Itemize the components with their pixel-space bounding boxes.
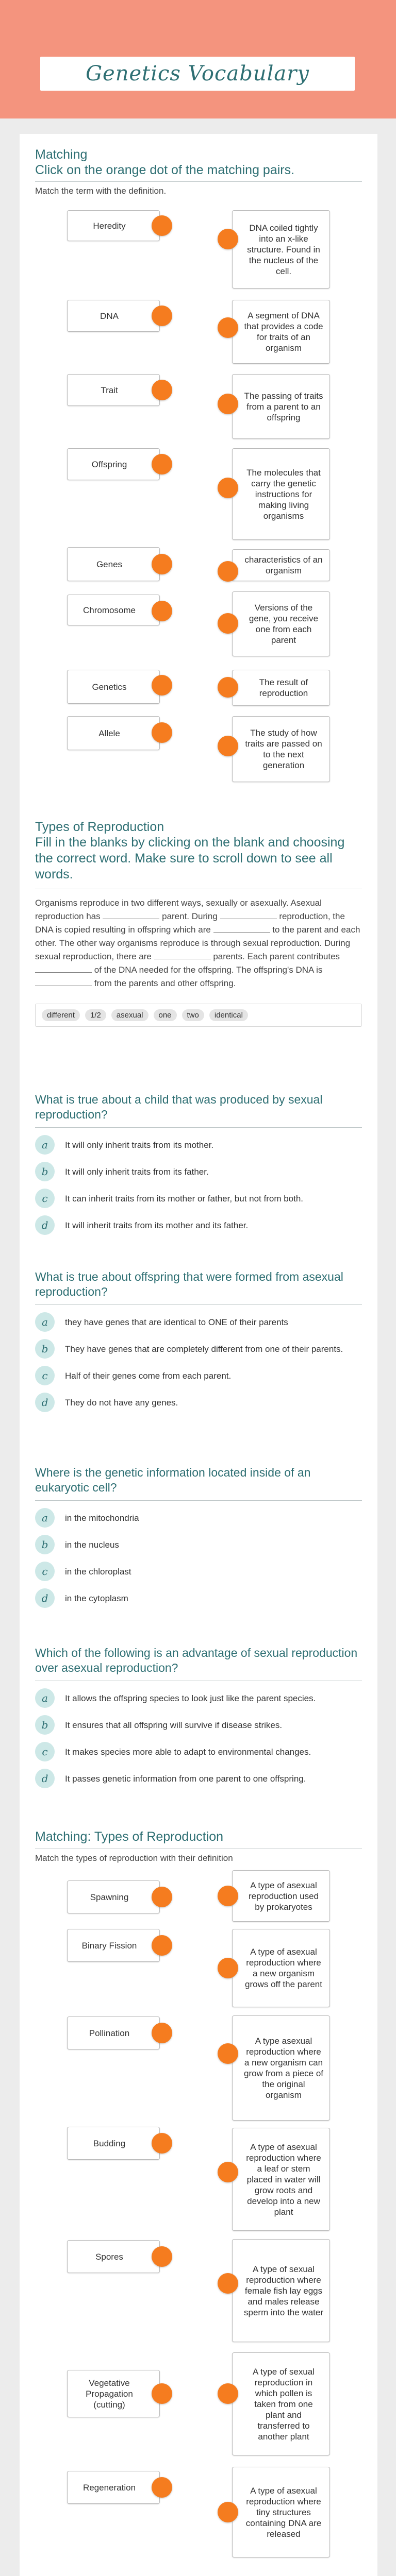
answer-option[interactable]	[35, 1189, 362, 1208]
answer-option[interactable]	[35, 1312, 362, 1332]
match-dot[interactable]	[218, 478, 238, 498]
passage-text: Organisms reproduce in two different ways, sexually or asexually. Asexual reproduction has	[35, 898, 322, 921]
match-dot[interactable]	[218, 1958, 238, 1978]
word-chip[interactable]: different	[42, 1009, 80, 1021]
option-badge: c	[35, 1562, 55, 1581]
match-term[interactable]	[67, 448, 160, 480]
question-block	[35, 1646, 362, 1788]
match-term-label: Genes	[96, 559, 123, 569]
match-term[interactable]	[67, 2370, 160, 2417]
match-dot[interactable]	[152, 306, 172, 326]
match-term-label: DNA	[100, 311, 119, 321]
match-dot[interactable]	[152, 1935, 172, 1956]
match-term[interactable]	[67, 716, 160, 750]
match-definition-text: The passing of traits from a parent to an offspring	[244, 391, 323, 422]
divider	[35, 1127, 362, 1128]
option-badge: c	[35, 1742, 55, 1761]
match-definition-text: A type asexual reproduction where a new organism can grow from a piece of the original organism	[244, 2036, 324, 2100]
section-label: Matching: Types of Reproduction	[35, 1829, 224, 1844]
question-block	[35, 1465, 362, 1608]
fill-section	[35, 819, 362, 1027]
match-dot[interactable]	[152, 215, 172, 236]
match-definition-text: A type of sexual reproduction where female fish lay eggs and males release sperm into the water	[244, 2264, 324, 2317]
match-definition[interactable]	[232, 1870, 330, 1922]
match-dot[interactable]	[218, 2502, 238, 2522]
answer-option[interactable]	[35, 1742, 362, 1761]
match-dot[interactable]	[152, 2246, 172, 2267]
answer-option[interactable]	[35, 1508, 362, 1528]
match-term[interactable]	[67, 2127, 160, 2160]
match-definition[interactable]	[232, 716, 330, 782]
match-definition-text: A type of asexual reproduction where a new organism grows off the parent	[245, 1947, 322, 1989]
word-chip[interactable]: 1/2	[85, 1009, 106, 1021]
match-term-label: Chromosome	[82, 605, 136, 615]
answer-option[interactable]	[35, 1769, 362, 1788]
match-dot[interactable]	[218, 1886, 238, 1906]
answer-option[interactable]	[35, 1715, 362, 1735]
match-definition[interactable]	[232, 2352, 330, 2455]
fill-passage	[35, 896, 362, 990]
match-dot[interactable]	[152, 454, 172, 474]
option-text: They have genes that are completely different from one of their parents.	[65, 1344, 343, 1354]
option-badge: a	[35, 1508, 55, 1528]
match-dot[interactable]	[218, 677, 238, 698]
match-term[interactable]	[67, 670, 160, 704]
option-text: It can inherit traits from its mother or father, but not from both.	[65, 1193, 304, 1204]
word-chip[interactable]: asexual	[111, 1009, 148, 1021]
match-term-label: Trait	[101, 385, 118, 395]
match-definition-text: The result of reproduction	[259, 677, 308, 698]
option-badge: d	[35, 1769, 55, 1788]
option-badge: a	[35, 1688, 55, 1708]
match-term[interactable]	[67, 2016, 160, 2049]
option-badge: d	[35, 1393, 55, 1412]
passage-text: from the parents and other offspring.	[94, 978, 236, 988]
option-text: in the mitochondria	[65, 1513, 139, 1523]
section-instruction: Click on the orange dot of the matching pairs.	[35, 163, 295, 177]
match-definition-text: A type of sexual reproduction in which pollen is taken from one plant and transferred to another plant	[252, 2366, 315, 2442]
passage-text: reproduction, the DNA is copied resulting in offspring which are	[35, 911, 345, 935]
blank-field[interactable]	[35, 963, 92, 973]
match-definition-text: Versions of the gene, you receive one from each parent	[249, 603, 319, 645]
match-definition[interactable]	[232, 2015, 330, 2121]
match-definition-text: characteristics of an organism	[244, 555, 323, 575]
match-definition-text: DNA coiled tightly into an x-like structure. Found in the nucleus of the cell.	[247, 223, 320, 276]
word-chip[interactable]: two	[182, 1009, 204, 1021]
match-term-label: Binary Fission	[81, 1940, 137, 1951]
match-dot[interactable]	[152, 675, 172, 696]
match-dot[interactable]	[152, 380, 172, 400]
match-dot[interactable]	[218, 2043, 238, 2064]
match-term-label: Allele	[98, 728, 120, 738]
match-term[interactable]	[67, 595, 160, 625]
answer-option[interactable]	[35, 1588, 362, 1608]
match-dot[interactable]	[218, 2162, 238, 2182]
match-dot[interactable]	[152, 722, 172, 743]
divider	[35, 1304, 362, 1305]
match-dot[interactable]	[152, 601, 172, 621]
match-term-label: Budding	[93, 2138, 126, 2148]
page-title: Genetics Vocabulary	[86, 62, 309, 86]
answer-option[interactable]	[35, 1535, 362, 1554]
match-dot[interactable]	[152, 2477, 172, 2498]
match-definition[interactable]	[232, 374, 330, 439]
match-dot[interactable]	[218, 2273, 238, 2294]
option-text: It allows the offspring species to look just like the parent species.	[65, 1693, 316, 1703]
match-definition[interactable]	[232, 2239, 330, 2342]
match-definition-text: A segment of DNA that provides a code for traits of an organism	[244, 311, 323, 353]
match-dot[interactable]	[152, 2383, 172, 2404]
option-text: It will inherit traits from its mother and its father.	[65, 1220, 249, 1230]
passage-text: of the DNA needed for the offspring. The offspring's DNA is	[94, 965, 323, 975]
match-dot[interactable]	[218, 317, 238, 338]
match-definition[interactable]	[232, 2467, 330, 2557]
option-text: It makes species more able to adapt to environmental changes.	[65, 1747, 311, 1757]
section-label: Types of Reproduction	[35, 820, 164, 834]
option-badge: a	[35, 1135, 55, 1155]
answer-option[interactable]	[35, 1688, 362, 1708]
passage-text: to the parent and each other. The other way organisms reproduce is through sexual reproduction. During sexual reproduction, there are	[35, 925, 360, 961]
match-term[interactable]	[67, 2471, 160, 2504]
match-definition[interactable]	[232, 448, 330, 540]
match-term[interactable]	[67, 1880, 160, 1913]
section-label: Matching	[35, 147, 88, 162]
match-definition-text: A type of asexual reproduction used by prokaryotes	[248, 1880, 319, 1912]
question-text: Where is the genetic information located inside of an eukaryotic cell?	[35, 1466, 311, 1494]
match-definition[interactable]	[232, 2128, 330, 2231]
match-dot[interactable]	[218, 394, 238, 414]
match-term-label: Genetics	[92, 682, 127, 692]
match-dot[interactable]	[152, 1887, 172, 1907]
question-block	[35, 1269, 362, 1412]
match-dot[interactable]	[218, 736, 238, 756]
match-definition[interactable]	[232, 591, 330, 656]
option-text: in the chloroplast	[65, 1566, 131, 1577]
option-badge: b	[35, 1162, 55, 1181]
word-bank	[35, 1004, 362, 1027]
option-badge: b	[35, 1535, 55, 1554]
match-term-label: Spores	[95, 2251, 123, 2262]
match-term-label: Offspring	[91, 459, 127, 469]
word-chip[interactable]: one	[154, 1009, 177, 1021]
option-badge: b	[35, 1339, 55, 1359]
answer-option[interactable]	[35, 1162, 362, 1181]
match-term[interactable]	[67, 2240, 160, 2273]
question-block	[35, 1092, 362, 1235]
word-chip[interactable]: identical	[209, 1009, 248, 1021]
match-term-label: Regeneration	[82, 2482, 136, 2493]
match-definition-text: A type of asexual reproduction where tiny structures containing DNA are released	[245, 2485, 322, 2539]
option-badge: d	[35, 1588, 55, 1608]
option-text: It will only inherit traits from its mother.	[65, 1140, 214, 1150]
answer-option[interactable]	[35, 1562, 362, 1581]
match-term-label: Vegetative Propagation (cutting)	[86, 2378, 133, 2410]
option-text: It ensures that all offspring will survive if disease strikes.	[65, 1720, 283, 1730]
section-instruction: Fill in the blanks by clicking on the blank and choosing the correct word. Make sure to scroll down to see all words.	[35, 835, 345, 882]
blank-field[interactable]	[213, 923, 270, 933]
match-dot[interactable]	[218, 613, 238, 634]
passage-text: parent. During	[162, 911, 218, 921]
match-dot[interactable]	[152, 2023, 172, 2043]
passage-text: parents. Each parent contributes	[213, 952, 340, 961]
match-term[interactable]	[67, 547, 160, 581]
match-term-label: Spawning	[90, 1892, 129, 1902]
answer-option[interactable]	[35, 1135, 362, 1155]
option-badge: c	[35, 1189, 55, 1208]
section-subinstruction: Match the types of reproduction with their definition	[35, 1853, 233, 1863]
match-definition[interactable]	[232, 670, 330, 706]
match-definition[interactable]	[232, 549, 330, 581]
option-badge: b	[35, 1715, 55, 1735]
match-term[interactable]	[67, 1929, 160, 1962]
blank-field[interactable]	[103, 910, 159, 919]
option-badge: c	[35, 1366, 55, 1385]
title-box	[40, 57, 355, 91]
matching-section-header	[35, 1829, 362, 1863]
match-term[interactable]	[67, 210, 160, 241]
question-text: Which of the following is an advantage of sexual reproduction over asexual reproduction?	[35, 1646, 358, 1674]
match-dot[interactable]	[152, 554, 172, 574]
match-dot[interactable]	[152, 2133, 172, 2154]
match-dot[interactable]	[218, 2383, 238, 2404]
match-term-label: Pollination	[89, 2028, 130, 2038]
option-text: Half of their genes come from each parent.	[65, 1370, 232, 1381]
option-badge: a	[35, 1312, 55, 1332]
section-subinstruction: Match the term with the definition.	[35, 186, 167, 196]
match-definition[interactable]	[232, 210, 330, 289]
match-dot[interactable]	[218, 229, 238, 249]
question-text: What is true about offspring that were formed from asexual reproduction?	[35, 1270, 343, 1298]
match-definition[interactable]	[232, 300, 330, 364]
match-term[interactable]	[67, 300, 160, 332]
option-text: in the cytoplasm	[65, 1593, 128, 1603]
divider	[35, 181, 362, 182]
match-term[interactable]	[67, 374, 160, 406]
matching-section-header	[35, 147, 362, 196]
match-definition-text: A type of asexual reproduction where a leaf or stem placed in water will grow roots and develop into a new plant	[246, 2142, 321, 2217]
blank-field[interactable]	[220, 910, 277, 919]
blank-field[interactable]	[35, 977, 92, 986]
match-definition-text: The study of how traits are passed on to the next generation	[245, 728, 322, 770]
answer-option[interactable]	[35, 1366, 362, 1385]
option-text: they have genes that are identical to ONE of their parents	[65, 1317, 288, 1327]
answer-option[interactable]	[35, 1393, 362, 1412]
match-definition[interactable]	[232, 1929, 330, 2007]
question-text: What is true about a child that was produced by sexual reproduction?	[35, 1093, 323, 1121]
divider	[35, 1500, 362, 1501]
match-term-label: Heredity	[93, 221, 126, 231]
worksheet	[20, 134, 377, 2576]
option-text: It will only inherit traits from its father.	[65, 1166, 209, 1177]
option-text: They do not have any genes.	[65, 1397, 178, 1408]
option-text: in the nucleus	[65, 1539, 119, 1550]
option-badge: d	[35, 1215, 55, 1235]
answer-option[interactable]	[35, 1215, 362, 1235]
option-text: It passes genetic information from one parent to one offspring.	[65, 1773, 306, 1784]
match-dot[interactable]	[218, 561, 238, 582]
answer-option[interactable]	[35, 1339, 362, 1359]
blank-field[interactable]	[154, 950, 211, 959]
match-definition-text: The molecules that carry the genetic instructions for making living organisms	[246, 467, 321, 521]
